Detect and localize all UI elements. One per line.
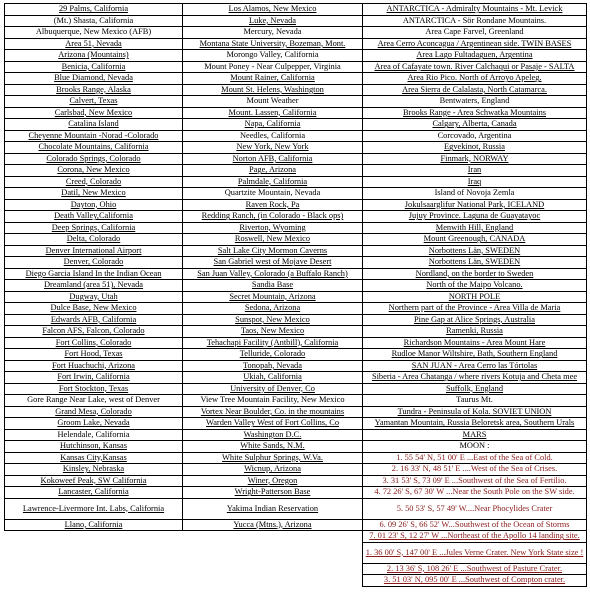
table-cell-col3: MOON : xyxy=(363,441,587,453)
table-cell-col3: ANTARCTICA - Sör Rondane Mountains. xyxy=(363,15,587,27)
table-cell-col2: Ukiah, California xyxy=(183,372,363,384)
table-cell-col2: Quartzite Mountain, Nevada xyxy=(183,188,363,200)
table-cell-col1: Cheyenne Mountain -Norad -Colorado xyxy=(5,130,183,142)
table-cell-col3: Richardson Mountains - Area Mount Hare xyxy=(363,337,587,349)
table-cell-col2: Redding Ranch, (in Colorado - Black ops) xyxy=(183,211,363,223)
table-cell-col3: 6. 09 26' S, 66 52' W...Southwest of the Ocean of Storms xyxy=(363,519,587,531)
table-cell-col1: Edwards AFB, California xyxy=(5,314,183,326)
table-cell-col2: Warden Valley West of Fort Collins, Co xyxy=(183,418,363,430)
table-cell-col1: Kansas City,Kansas xyxy=(5,452,183,464)
table-row xyxy=(5,395,587,407)
empty-cell xyxy=(183,531,363,543)
table-cell-col3: Area of Cafayate town. River Calchaqui or Pasaje - SALTA xyxy=(363,61,587,73)
table-row xyxy=(5,303,587,315)
table-row xyxy=(5,234,587,246)
table-row xyxy=(5,268,587,280)
table-cell-col1: Falcon AFS, Falcon, Colorado xyxy=(5,326,183,338)
table-cell-col1: Albuquerque, New Mexico (AFB) xyxy=(5,27,183,39)
table-cell-col1: Benicia, California xyxy=(5,61,183,73)
document-page xyxy=(4,3,586,587)
table-cell-col1: Catalina Island xyxy=(5,119,183,131)
table-cell-col2: Needles, California xyxy=(183,130,363,142)
table-cell-col3: 5. 50 53' S, 57 49' W....Near Phocylides Crater xyxy=(363,498,587,519)
table-cell-col2: Winer, Oregon xyxy=(183,475,363,487)
table-row xyxy=(5,130,587,142)
table-cell-col2: Raven Rock, Pa xyxy=(183,199,363,211)
table-cell-col2: Mount Rainer, California xyxy=(183,73,363,85)
moon-coordinate-cell: 3. 51 03' N, 095 00' E ...Southwest of Compton crater. xyxy=(363,575,587,587)
table-cell-col1: Calvert, Texas xyxy=(5,96,183,108)
table-cell-col3: Area Lago Fultadaguen, Argentina xyxy=(363,50,587,62)
table-row xyxy=(5,441,587,453)
table-cell-col3: Jokulsaarglifur National Park, ICELAND xyxy=(363,199,587,211)
table-cell-col1: Grand Mesa, Colorado xyxy=(5,406,183,418)
table-row xyxy=(5,464,587,476)
table-cell-col2: Palmdale, California xyxy=(183,176,363,188)
table-cell-col1: Datil, New Mexico xyxy=(5,188,183,200)
table-cell-col1: Creed, Colorado xyxy=(5,176,183,188)
table-row xyxy=(5,15,587,27)
table-cell-col1: Kinsley, Nebraska xyxy=(5,464,183,476)
table-cell-col3: Mount Greenough, CANADA xyxy=(363,234,587,246)
table-row xyxy=(5,542,587,563)
table-row xyxy=(5,107,587,119)
table-cell-col1: Area 51, Nevada xyxy=(5,38,183,50)
empty-cell xyxy=(183,575,363,587)
table-cell-col3: Norbottens Län, SWEDEN xyxy=(363,257,587,269)
table-cell-col2: Tehachapi Facility (Antbill), California xyxy=(183,337,363,349)
table-cell-col1: Lancaster, California xyxy=(5,487,183,499)
table-row xyxy=(5,487,587,499)
table-cell-col1: Arizona (Mountains) xyxy=(5,50,183,62)
table-cell-col2: Norton AFB, California xyxy=(183,153,363,165)
table-cell-col1: 29 Palms, California xyxy=(5,4,183,16)
table-row xyxy=(5,372,587,384)
table-row xyxy=(5,153,587,165)
table-row xyxy=(5,50,587,62)
table-cell-col1: Diego Garcia Island In the Indian Ocean xyxy=(5,268,183,280)
locations-table xyxy=(4,3,587,587)
table-cell-col1: Brooks Range, Alaska xyxy=(5,84,183,96)
table-row xyxy=(5,38,587,50)
table-cell-col3: Island of Novoja Zemla xyxy=(363,188,587,200)
moon-coordinate-cell: 2. 13 36' S, 108 26' E ...Southwest of Pasture Crater. xyxy=(363,563,587,575)
table-row xyxy=(5,326,587,338)
table-cell-col3: Suffolk, England xyxy=(363,383,587,395)
table-cell-col2: New York, New York xyxy=(183,142,363,154)
table-cell-col3: Area Sierra de Calalasta, North Catamarca. xyxy=(363,84,587,96)
table-cell-col1: Delta, Colorado xyxy=(5,234,183,246)
empty-cell xyxy=(5,531,183,543)
table-cell-col2: Mount Poney - Near Culpepper, Virginia xyxy=(183,61,363,73)
table-row xyxy=(5,349,587,361)
table-cell-col2: Page, Arizona xyxy=(183,165,363,177)
table-row xyxy=(5,418,587,430)
table-cell-col2: Yucca (Mtns.), Arizona xyxy=(183,519,363,531)
table-cell-col3: Taurus Mt. xyxy=(363,395,587,407)
table-cell-col1: Dugway, Utah xyxy=(5,291,183,303)
table-cell-col3: Northern part of the Province - Area Villa de Maria xyxy=(363,303,587,315)
table-cell-col1: Blue Diamond, Nevada xyxy=(5,73,183,85)
table-cell-col2: Mount Weather xyxy=(183,96,363,108)
table-cell-col1: Helendale, California xyxy=(5,429,183,441)
table-cell-col3: Bentwaters, England xyxy=(363,96,587,108)
table-cell-col3: Yamantan Mountain, Russia Beloretsk area, Southern Urals xyxy=(363,418,587,430)
table-cell-col3: Rudloe Manor Wiltshire, Bath, Southern England xyxy=(363,349,587,361)
table-cell-col2: White Sulphur Springs, W.Va. xyxy=(183,452,363,464)
table-cell-col3: Tundra - Peninsula of Kola. SOVIET UNION xyxy=(363,406,587,418)
table-cell-col2: Sandia Base xyxy=(183,280,363,292)
table-row xyxy=(5,96,587,108)
table-cell-col2: Montana State University, Bozeman, Mont. xyxy=(183,38,363,50)
moon-coordinate-cell: 7. 01 23' S, 12 27' W ...Northeast of the Apollo 14 landing site. xyxy=(363,531,587,543)
table-row xyxy=(5,406,587,418)
table-row xyxy=(5,519,587,531)
table-cell-col3: Egvekinot, Russia xyxy=(363,142,587,154)
table-cell-col1: Carlsbad, New Mexico xyxy=(5,107,183,119)
table-row xyxy=(5,563,587,575)
table-cell-col3: NORTH POLE xyxy=(363,291,587,303)
table-cell-col3: Siberia - Area Chatanga / where rivers Kotuja and Cheta mee xyxy=(363,372,587,384)
table-cell-col3: Menwith Hill, England xyxy=(363,222,587,234)
table-cell-col1: Corona, New Mexico xyxy=(5,165,183,177)
table-cell-col2: Mercury, Nevada xyxy=(183,27,363,39)
table-row xyxy=(5,314,587,326)
table-cell-col1: Colorado Springs, Colorado xyxy=(5,153,183,165)
table-cell-col3: Nordland, on the border to Sweden xyxy=(363,268,587,280)
table-cell-col3: Finmark, NORWAY xyxy=(363,153,587,165)
table-cell-col3: Ramenki, Russia xyxy=(363,326,587,338)
table-cell-col3: MARS xyxy=(363,429,587,441)
table-cell-col1: Lawrence-Livermore Int. Labs, California xyxy=(5,498,183,519)
table-row xyxy=(5,475,587,487)
table-body xyxy=(5,4,587,587)
table-cell-col2: Wicnup, Arizona xyxy=(183,464,363,476)
table-cell-col2: San Gabriel west of Mojave Desert xyxy=(183,257,363,269)
table-cell-col2: Wright-Patterson Base xyxy=(183,487,363,499)
table-row xyxy=(5,280,587,292)
table-cell-col2: Tonopah, Nevada xyxy=(183,360,363,372)
table-cell-col1: Denver International Airport xyxy=(5,245,183,257)
table-cell-col1: Hutchinson, Kansas xyxy=(5,441,183,453)
table-row xyxy=(5,61,587,73)
table-row xyxy=(5,119,587,131)
table-cell-col1: Denver, Colorado xyxy=(5,257,183,269)
table-cell-col3: Iran xyxy=(363,165,587,177)
table-cell-col3: 1. 55 54' N, 51 00' E ...East of the Sea of Cold. xyxy=(363,452,587,464)
table-row xyxy=(5,211,587,223)
table-row xyxy=(5,165,587,177)
table-row xyxy=(5,452,587,464)
table-cell-col2: Sunspot, New Mexico xyxy=(183,314,363,326)
empty-cell xyxy=(5,575,183,587)
table-cell-col2: Secret Mountain, Arizona xyxy=(183,291,363,303)
table-cell-col3: 4. 72 26' S, 67 30' W ...Near the South Pole on the SW side. xyxy=(363,487,587,499)
table-row xyxy=(5,575,587,587)
table-cell-col2: Telluride, Colorado xyxy=(183,349,363,361)
table-row xyxy=(5,337,587,349)
table-cell-col3: Jujuy Province. Laguna de Guayatayoc xyxy=(363,211,587,223)
table-cell-col1: Kokoweef Peak, SW California xyxy=(5,475,183,487)
table-cell-col2: Napa, California xyxy=(183,119,363,131)
table-cell-col1: Llano, California xyxy=(5,519,183,531)
table-cell-col1: Groom Lake, Nevada xyxy=(5,418,183,430)
table-cell-col1: Deep Springs, California xyxy=(5,222,183,234)
table-row xyxy=(5,245,587,257)
table-cell-col2: Vortex Near Boulder, Co. in the mountains xyxy=(183,406,363,418)
table-row xyxy=(5,4,587,16)
table-row xyxy=(5,222,587,234)
table-cell-col3: ANTARCTICA - Admiralty Mountains - Mt. Levick xyxy=(363,4,587,16)
table-cell-col2: Riverton, Wyoming xyxy=(183,222,363,234)
table-row xyxy=(5,73,587,85)
table-cell-col3: SAN JUAN - Area Cerro las Tórtolas xyxy=(363,360,587,372)
empty-cell xyxy=(183,542,363,563)
empty-cell xyxy=(183,563,363,575)
table-cell-col2: Taos, New Mexico xyxy=(183,326,363,338)
table-cell-col1: Fort Huachuchi, Arizona xyxy=(5,360,183,372)
table-row xyxy=(5,199,587,211)
table-row xyxy=(5,429,587,441)
table-cell-col1: Dulce Base, New Mexico xyxy=(5,303,183,315)
table-cell-col3: 3. 31 53' S, 73 09' E ...Southwest of the Sea of Fertilio. xyxy=(363,475,587,487)
table-row xyxy=(5,291,587,303)
empty-cell xyxy=(5,563,183,575)
table-cell-col2: Salt Lake City Mormon Caverns xyxy=(183,245,363,257)
table-row xyxy=(5,383,587,395)
table-row xyxy=(5,176,587,188)
table-cell-col3: Calgary, Alberta, Canada xyxy=(363,119,587,131)
table-cell-col1: Fort Stockton, Texas xyxy=(5,383,183,395)
table-cell-col1: Fort Irwin, California xyxy=(5,372,183,384)
table-cell-col3: Iraq xyxy=(363,176,587,188)
table-cell-col3: Area Cerro Aconcagua / Argentinean side. TWIN BASES xyxy=(363,38,587,50)
table-cell-col2: Morongo Valley, California xyxy=(183,50,363,62)
table-cell-col2: Mount St. Helens, Washington xyxy=(183,84,363,96)
table-row xyxy=(5,257,587,269)
table-cell-col2: Mount. Lassen, California xyxy=(183,107,363,119)
table-cell-col3: Norbottens Län, SWEDEN xyxy=(363,245,587,257)
table-cell-col2: Los Alamos, New Mexico xyxy=(183,4,363,16)
table-cell-col3: North of the Maipo Volcano. xyxy=(363,280,587,292)
table-cell-col1: Dreamland (area 51), Nevada xyxy=(5,280,183,292)
table-cell-col1: Chocolate Mountains, California xyxy=(5,142,183,154)
table-cell-col1: Fort Collins, Colorado xyxy=(5,337,183,349)
table-row xyxy=(5,498,587,519)
table-cell-col2: White Sands, N.M. xyxy=(183,441,363,453)
table-cell-col1: Gore Range Near Lake, west of Denver xyxy=(5,395,183,407)
table-row xyxy=(5,360,587,372)
table-cell-col1: Death Valley,California xyxy=(5,211,183,223)
table-cell-col1: Dayton, Ohio xyxy=(5,199,183,211)
table-row xyxy=(5,142,587,154)
table-row xyxy=(5,188,587,200)
table-cell-col2: Washington D.C. xyxy=(183,429,363,441)
table-cell-col2: Yakima Indian Reservation xyxy=(183,498,363,519)
moon-coordinate-cell: 1. 36 00' S, 147 00' E ...Jules Verne Crater. New York State size ! xyxy=(363,542,587,563)
table-cell-col2: Luke, Nevada xyxy=(183,15,363,27)
table-row xyxy=(5,84,587,96)
table-cell-col3: Brooks Range - Area Schwatka Mountains xyxy=(363,107,587,119)
table-cell-col2: University of Denver, Co xyxy=(183,383,363,395)
table-cell-col3: Pine Gap at Alice Springs, Australia xyxy=(363,314,587,326)
table-cell-col3: Corcovado, Argentina xyxy=(363,130,587,142)
table-cell-col1: Fort Hood, Texas xyxy=(5,349,183,361)
table-cell-col3: Area Rio Pico. North of Arroyo Apeleg. xyxy=(363,73,587,85)
table-cell-col2: Roswell, New Mexico xyxy=(183,234,363,246)
table-cell-col2: View Tree Mountain Facility, New Mexico xyxy=(183,395,363,407)
empty-cell xyxy=(5,542,183,563)
table-cell-col3: Area Cape Farvel, Greenland xyxy=(363,27,587,39)
table-cell-col2: Sedona, Arizona xyxy=(183,303,363,315)
table-cell-col1: (Mt.) Shasta, California xyxy=(5,15,183,27)
table-cell-col3: 2. 16 33' N, 48 51' E ....West of the Sea of Crises. xyxy=(363,464,587,476)
table-row xyxy=(5,531,587,543)
table-row xyxy=(5,27,587,39)
table-cell-col2: San Juan Valley, Colorado (a Buffalo Ranch) xyxy=(183,268,363,280)
